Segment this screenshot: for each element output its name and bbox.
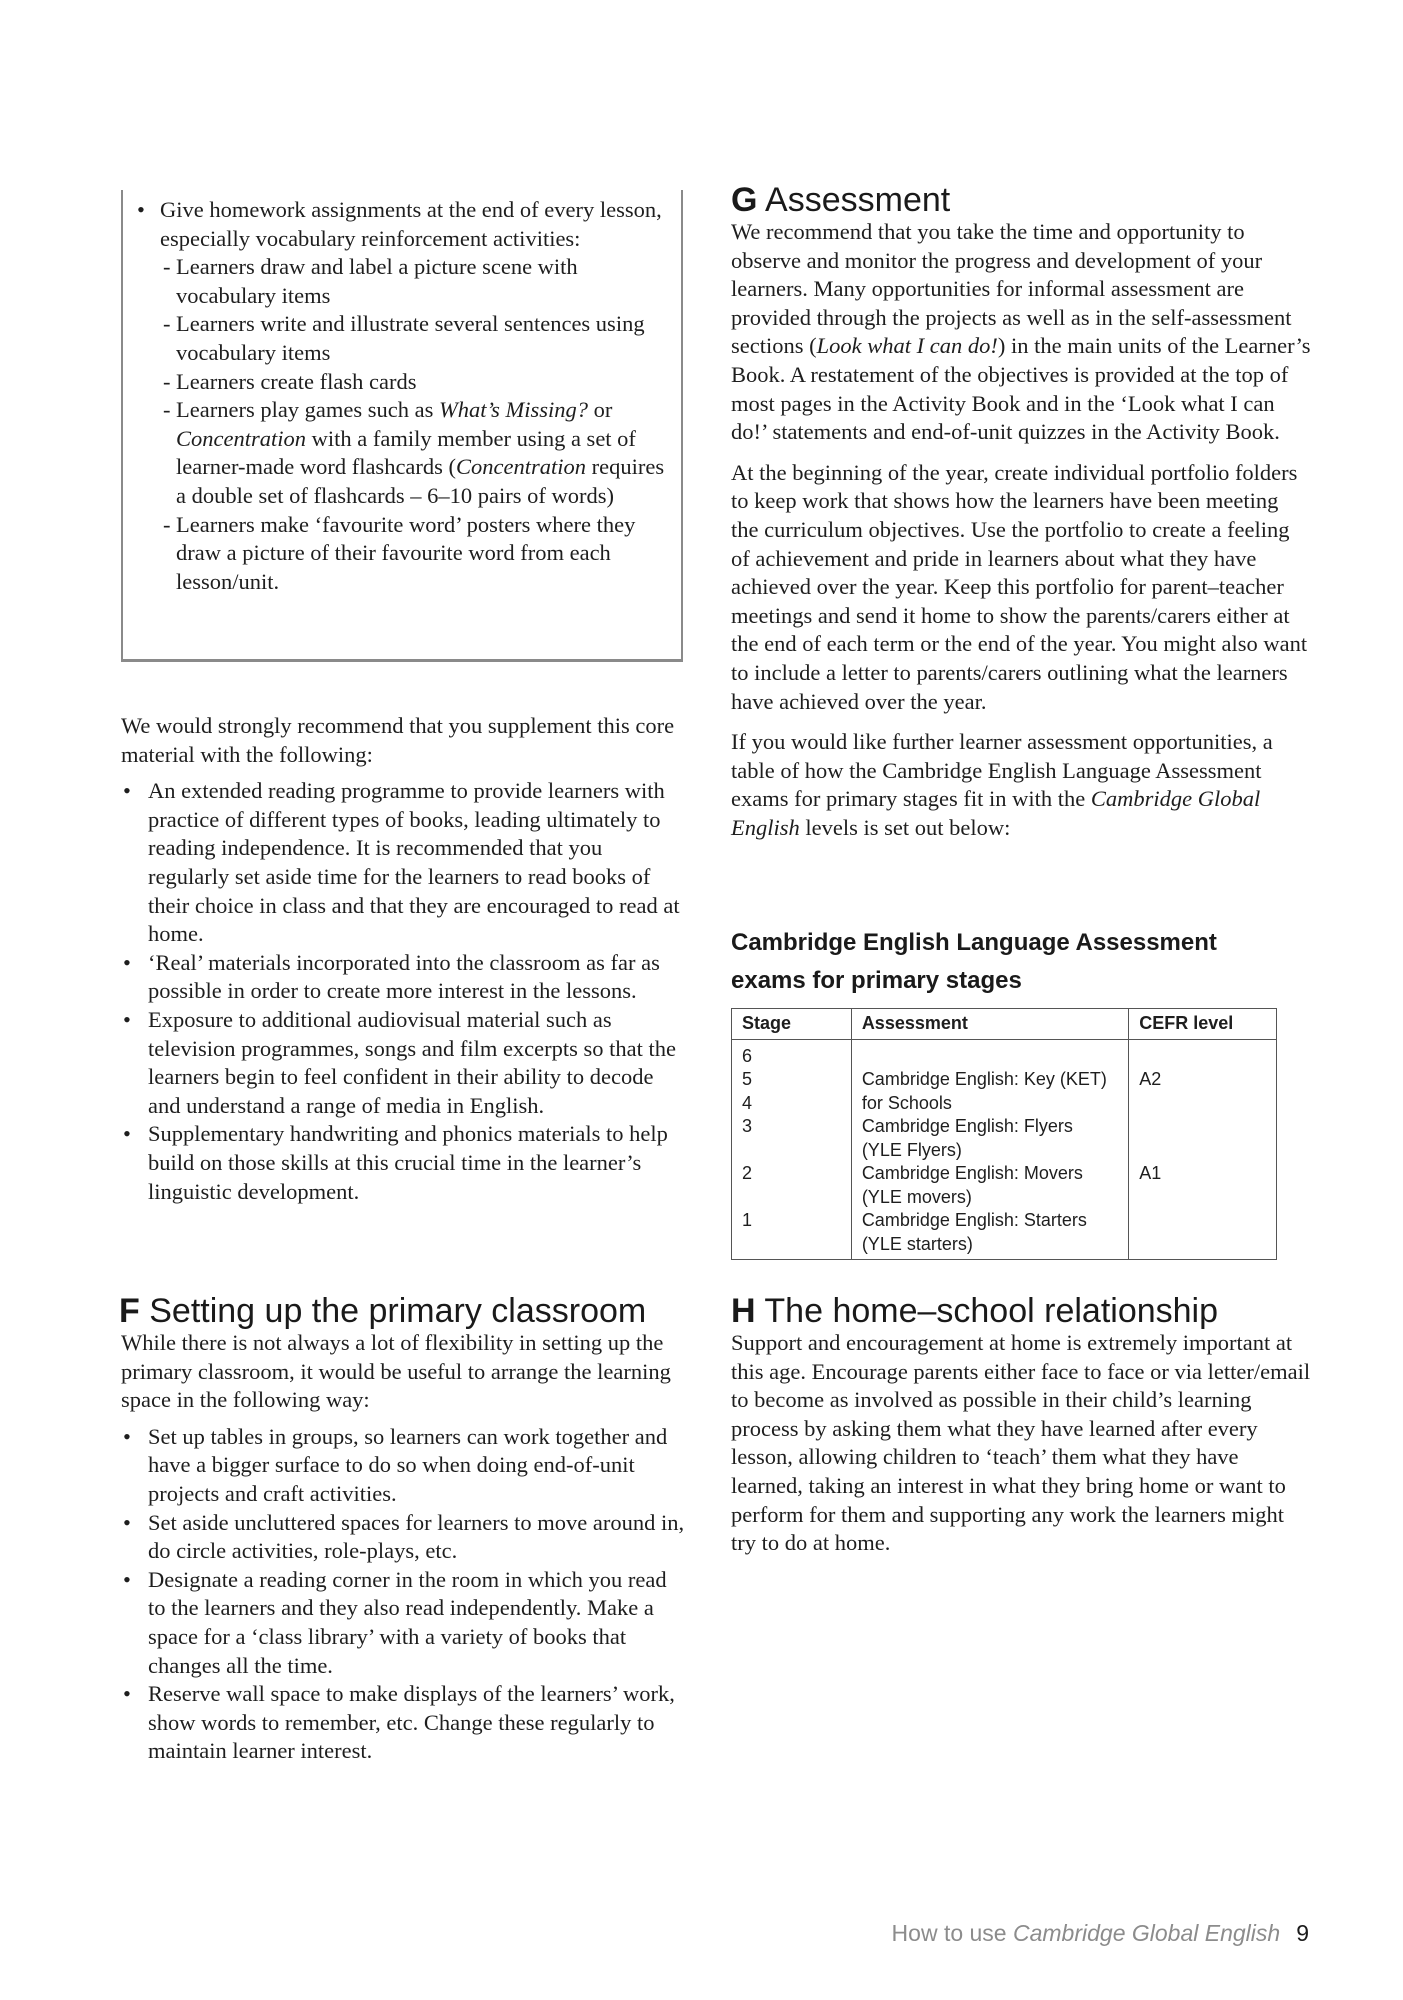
column-header: Assessment (851, 1009, 1128, 1040)
list-item: • Designate a reading corner in the room in which you read to the learners and they also read independently. Make a space for a ‘class library’ with a variety of books that changes all the time. (123, 1566, 667, 1678)
list-item: • Exposure to additional audiovisual material such as television programmes, songs and film excerpts so that the learners begin to feel confident in their ability to decode and understand a range of media in English. (123, 1006, 677, 1118)
table-row: 2 Cambridge English: Movers A1 (732, 1162, 1277, 1186)
table-row: 6 (732, 1039, 1277, 1068)
exam-table (731, 1008, 1277, 1260)
section-h-heading: H The home–school relationship (731, 1292, 1219, 1330)
list-item: - Learners draw and label a picture scene with vocabulary items (163, 254, 578, 308)
table-row: (YLE Flyers) (732, 1139, 1277, 1163)
exam-table-title: Cambridge English Language Assessment exams for primary stages (731, 929, 1217, 994)
section-f (119, 1293, 689, 1766)
list-item: - Learners create flash cards (163, 368, 417, 394)
list-item: • Set up tables in groups, so learners can work together and have a bigger surface to do so when doing end-of-unit projects and craft activities. (123, 1423, 668, 1506)
list-item: • An extended reading programme to provide learners with practice of different types of books, leading ultimately to reading independence. It is recommended that you regularly set aside time for the learners to read books of their choice in class and that they are encouraged to read at home. (123, 778, 680, 947)
section-g (731, 182, 1311, 854)
section-h-body: Support and encouragement at home is extremely important at this age. Encourage parents either face to face or via letter/email to become as involved as possible in their child’s learning process by asking them what they have learned after every lesson, allowing children to ‘teach’ them what they have learned, taking an interest in what they bring home or want to perform for them and supporting any work the learners might try to do at home. (731, 1330, 1311, 1556)
list-item: • Supplementary handwriting and phonics materials to help build on those skills at this crucial time in the learner’s linguistic development. (123, 1121, 668, 1204)
supplement-list (121, 777, 687, 1206)
homework-box (121, 190, 683, 662)
footer-prefix: How to use (891, 1920, 1013, 1946)
list-item: - Learners make ‘favourite word’ posters where they draw a picture of their favourite word from each lesson/unit. (163, 511, 636, 594)
section-g-paragraph-3: If you would like further learner assessment opportunities, a table of how the Cambridge English Language Assessment exams for primary stages fit in with the Cambridge Global English levels is set out below: (731, 729, 1273, 840)
footer-book-title: Cambridge Global English (1013, 1920, 1281, 1946)
supplement-intro: We would strongly recommend that you supplement this core material with the following: (121, 713, 675, 767)
homework-sub-list (131, 253, 671, 596)
table-row: 5 Cambridge English: Key (KET) A2 (732, 1068, 1277, 1092)
table-row: (YLE movers) (732, 1186, 1277, 1210)
section-g-paragraph-1: We recommend that you take the time and opportunity to observe and monitor the progress and development of your learners. Many opportunities for informal assessment are provided through the projects as well as in the self-assessment sections (Look what I can do!) in the main units of the Learner’s Book. A restatement of the objectives is provided at the top of most pages in the Activity Book and in the ‘Look what I can do!’ statements and end-of-unit quizzes in the Activity Book. (731, 219, 1311, 445)
table-row: 4 for Schools (732, 1092, 1277, 1116)
exam-table-block (731, 924, 1291, 1260)
page-footer (892, 1920, 1309, 1947)
list-item: - Learners write and illustrate several sentences using vocabulary items (163, 311, 645, 365)
section-f-intro: While there is not always a lot of flexibility in setting up the primary classroom, it would be useful to arrange the learning space in the following way: (121, 1330, 671, 1413)
page-number: 9 (1296, 1920, 1309, 1946)
section-f-heading: F Setting up the primary classroom (119, 1292, 647, 1330)
section-g-paragraph-2: At the beginning of the year, create individual portfolio folders to keep work that shows how the learners have been meeting the curriculum objectives. Use the portfolio to create a feeling of achievement and pride in learners about what they have achieved over the year. Keep this portfolio for parent–teacher meetings and send it home to show the parents/carers either at the end of each term or the end of the year. You might also want to include a letter to parents/carers outlining what the learners have achieved over the year. (731, 459, 1308, 714)
table-row: 3 Cambridge English: Flyers (732, 1115, 1277, 1139)
supplement-section (121, 712, 687, 1206)
homework-bullet (131, 196, 671, 253)
column-header: CEFR level (1129, 1009, 1277, 1040)
list-item: • Set aside uncluttered spaces for learners to move around in, do circle activities, role-plays, etc. (123, 1509, 685, 1564)
section-h (731, 1293, 1311, 1570)
list-item: • ‘Real’ materials incorporated into the classroom as far as possible in order to create more interest in the lessons. (123, 949, 660, 1004)
table-row: (YLE starters) (732, 1233, 1277, 1260)
homework-intro: Give homework assignments at the end of every lesson, especially vocabulary reinforcement activities: (160, 197, 662, 251)
list-item: • Reserve wall space to make displays of the learners’ work, show words to remember, etc. Change these regularly to maintain learner interest. (123, 1681, 675, 1764)
column-header: Stage (732, 1009, 852, 1040)
section-f-list (121, 1423, 689, 1766)
table-header-row (732, 1009, 1277, 1040)
section-g-heading: G Assessment (731, 181, 951, 219)
bullet-glyph: • (137, 197, 145, 222)
table-row: 1 Cambridge English: Starters (732, 1209, 1277, 1233)
list-item: - Learners play games such as What’s Missing? or Concentration with a family member using a set of learner-made word flashcards (Concentration requires a double set of flashcards – 6–10 pairs of words) (163, 397, 665, 508)
